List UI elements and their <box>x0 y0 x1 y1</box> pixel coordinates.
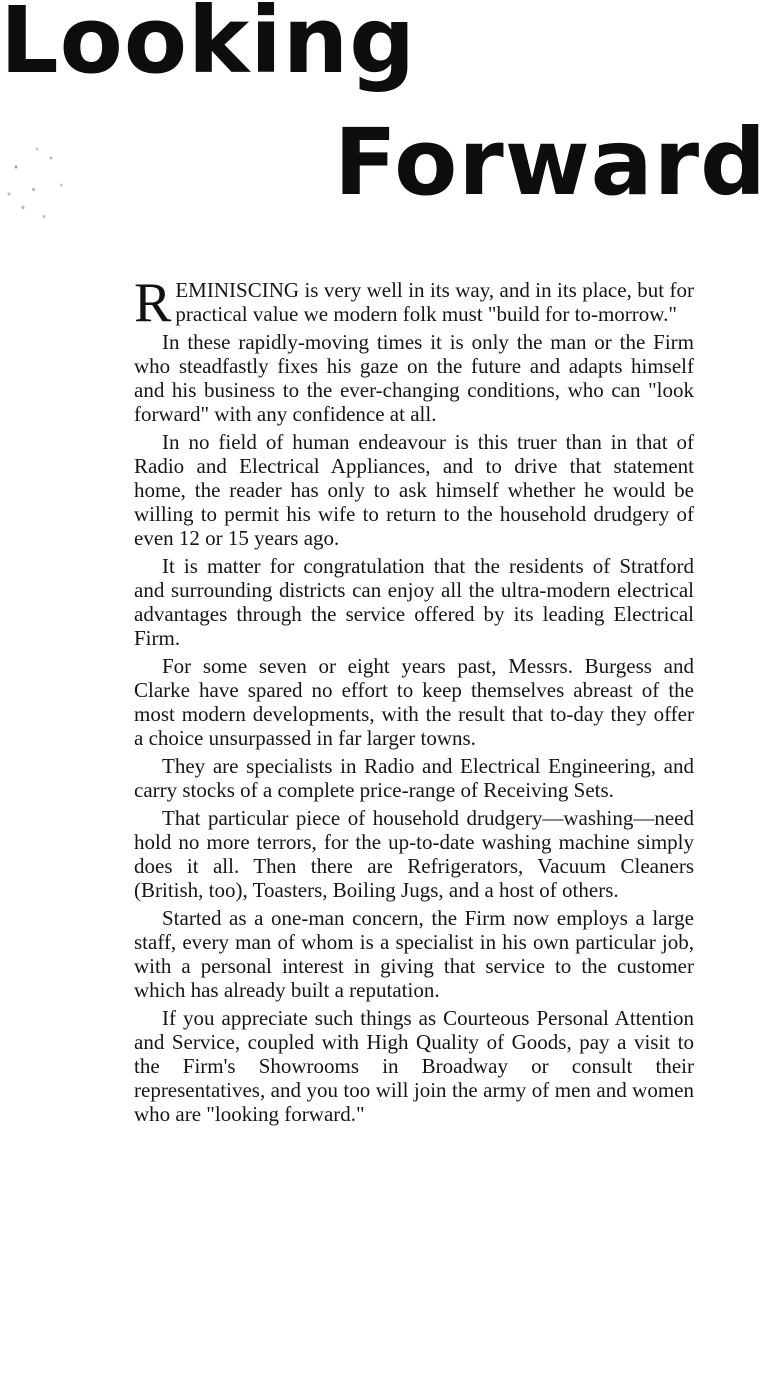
article-paragraph-2: In these rapidly-moving times it is only the man or the Firm who steadfastly fixes his gaze on the future and adapts himself and his business to the ever-changing conditions, who can "look forward" with any confidence at all. <box>134 330 694 426</box>
article-paragraph-4: It is matter for congratulation that the residents of Stratford and surrounding districts can enjoy all the ultra-modern electrical advantages through the service offered by its leading Electrical Firm. <box>134 554 694 650</box>
article-paragraph-1 <box>134 272 694 334</box>
print-speckle-decoration <box>2 140 72 230</box>
article-body <box>134 272 694 1130</box>
article-paragraph-5: For some seven or eight years past, Messrs. Burgess and Clarke have spared no effort to keep themselves abreast of the most modern developments, with the result that to-day they offer a choice unsurpassed in far larger towns. <box>134 654 694 750</box>
article-paragraph-9: If you appreciate such things as Courteous Personal Attention and Service, coupled with High Quality of Goods, pay a visit to the Firm's Showrooms in Broadway or consult their representatives, and you too will join the army of men and women who are "looking forward." <box>134 1006 694 1126</box>
article-paragraph-7: That particular piece of household drudgery—washing—need hold no more terrors, for the up-to-date washing machine simply does it all. Then there are Refrigerators, Vacuum Cleaners (British, too), Toasters, Boiling Jugs, and a host of others. <box>134 806 694 902</box>
drop-cap: R <box>134 272 172 334</box>
headline-line-2: Forward <box>334 109 767 216</box>
article-paragraph-8: Started as a one-man concern, the Firm now employs a large staff, every man of whom is a specialist in his own particular job, with a personal interest in giving that service to the customer which has already built a reputation. <box>134 906 694 1002</box>
headline-line-1: Looking <box>0 0 417 94</box>
article-paragraph-6: They are specialists in Radio and Electrical Engineering, and carry stocks of a complete price-range of Receiving Sets. <box>134 754 694 802</box>
article-paragraph-3: In no field of human endeavour is this truer than in that of Radio and Electrical Appliances, and to drive that statement home, the reader has only to ask himself whether he would be willing to permit his wife to return to the household drudgery of even 12 or 15 years ago. <box>134 430 694 550</box>
paragraph-1-text: EMINISCING is very well in its way, and in its place, but for practical value we modern folk must "build for to-morrow." <box>175 278 694 326</box>
